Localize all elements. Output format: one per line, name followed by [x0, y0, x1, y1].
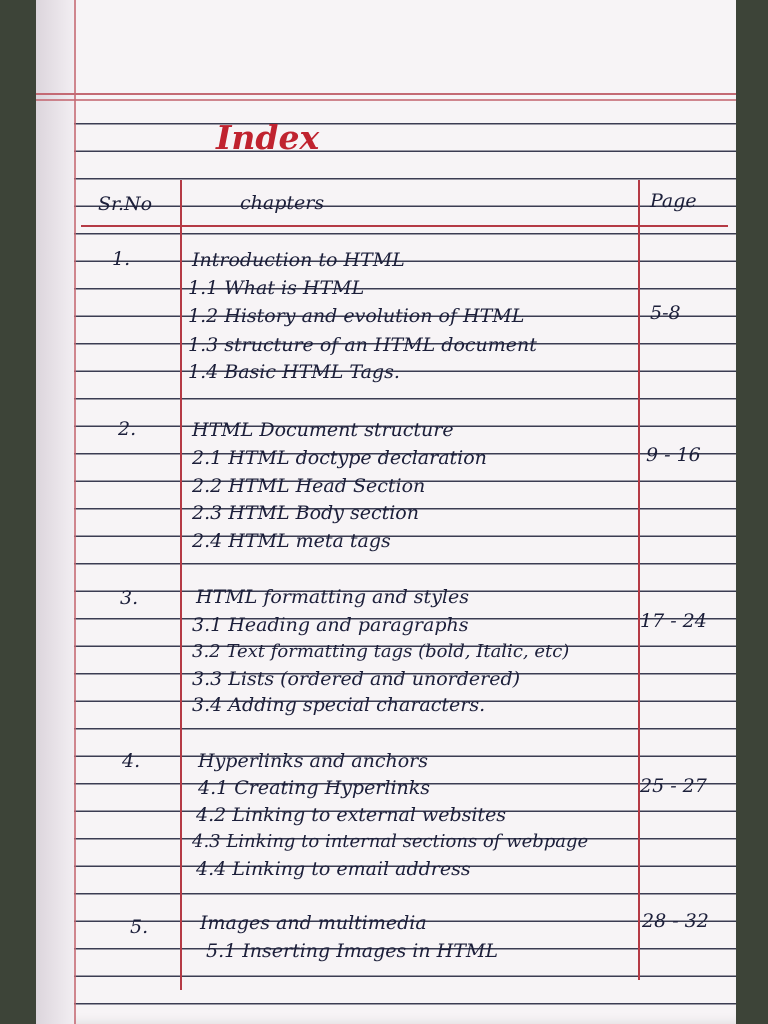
subsection: 2.3 HTML Body section [192, 502, 419, 524]
chapter-pages: 5-8 [650, 302, 681, 324]
subsection: 1.4 Basic HTML Tags. [188, 361, 400, 383]
subsection: 4.2 Linking to external websites [196, 804, 507, 826]
subsection: 1.1 What is HTML [188, 277, 365, 299]
header-underline [81, 225, 728, 227]
subsection: 1.2 History and evolution of HTML [188, 305, 525, 327]
subsection: 3.4 Adding special characters. [192, 694, 486, 716]
top-margin-line [36, 93, 736, 95]
chapter-number: 4. [122, 750, 141, 772]
subsection: 1.3 structure of an HTML document [188, 334, 537, 356]
chapter-number: 3. [120, 587, 139, 609]
subsection: 2.4 HTML meta tags [192, 530, 391, 552]
chapter-pages: 9 - 16 [646, 444, 701, 466]
chapter-number: 5. [130, 916, 149, 938]
notebook-spine [36, 0, 74, 1024]
subsection: 2.2 HTML Head Section [192, 475, 426, 497]
header-page: Page [650, 190, 697, 212]
top-margin-line-2 [36, 99, 736, 101]
chapter-title: Images and multimedia [200, 912, 427, 934]
chapter-number: 1. [112, 248, 131, 270]
chapter-title: Hyperlinks and anchors [198, 750, 428, 772]
subsection: 4.1 Creating Hyperlinks [198, 777, 431, 799]
subsection: 4.3 Linking to internal sections of webpage [192, 831, 589, 852]
column-divider-sno [180, 180, 182, 990]
chapter-title: HTML formatting and styles [196, 586, 469, 608]
subsection: 5.1 Inserting Images in HTML [206, 940, 498, 962]
subsection: 3.3 Lists (ordered and unordered) [192, 668, 521, 690]
chapter-title: Introduction to HTML [192, 249, 405, 271]
subsection: 4.4 Linking to email address [196, 858, 471, 880]
left-margin-line [74, 0, 76, 1024]
chapter-number: 2. [118, 418, 137, 440]
subsection: 3.2 Text formatting tags (bold, Italic, etc) [192, 641, 570, 662]
notebook-page [36, 0, 736, 1024]
page-title: Index [216, 118, 320, 157]
header-chapters: chapters [240, 192, 325, 214]
chapter-pages: 17 - 24 [640, 610, 707, 632]
chapter-title: HTML Document structure [192, 419, 454, 441]
column-divider-page [638, 180, 640, 980]
chapter-pages: 28 - 32 [642, 910, 709, 932]
subsection: 2.1 HTML doctype declaration [192, 447, 487, 469]
chapter-pages: 25 - 27 [640, 775, 707, 797]
header-sno: Sr.No [98, 193, 153, 215]
subsection: 3.1 Heading and paragraphs [192, 614, 469, 636]
